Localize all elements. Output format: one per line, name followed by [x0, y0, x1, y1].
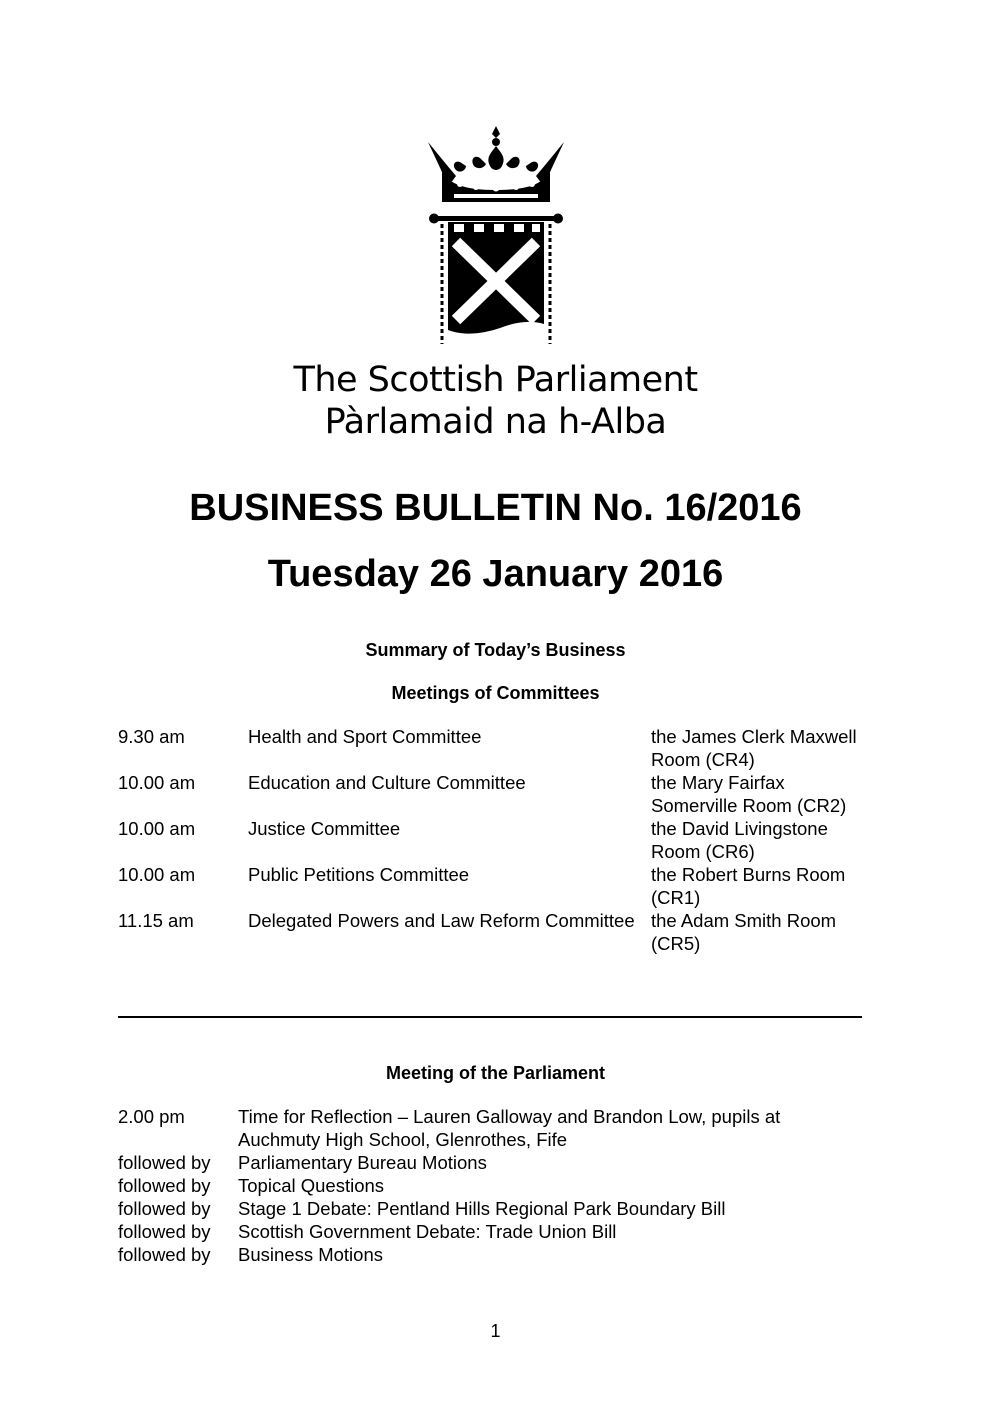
committee-time: 10.00 am — [118, 864, 196, 885]
committee-time: 11.15 am — [118, 910, 194, 931]
business-row — [118, 1105, 878, 1151]
business-time: followed by — [118, 1152, 211, 1173]
committee-name: Education and Culture Committee — [248, 772, 526, 793]
business-time: followed by — [118, 1221, 211, 1242]
business-time: followed by — [118, 1198, 211, 1219]
committee-time: 10.00 am — [118, 772, 196, 793]
committee-meetings-table — [118, 725, 878, 955]
business-row — [118, 1174, 878, 1197]
committee-name: Public Petitions Committee — [248, 864, 470, 885]
business-row — [118, 1151, 878, 1174]
committee-name: Justice Committee — [248, 818, 401, 839]
scottish-parliament-crest-icon — [420, 124, 572, 348]
committee-name: Delegated Powers and Law Reform Committee — [248, 910, 635, 931]
organisation-name-gaelic: Pàrlamaid na h-Alba — [324, 402, 667, 442]
committee-room: the Adam Smith Room (CR5) — [651, 910, 837, 954]
business-item: Scottish Government Debate: Trade Union Bill — [238, 1221, 617, 1242]
business-row — [118, 1220, 878, 1243]
committee-row — [118, 863, 878, 909]
committee-time: 9.30 am — [118, 726, 185, 747]
committee-row — [118, 909, 878, 955]
bulletin-date: Tuesday 26 January 2016 — [267, 553, 724, 595]
business-time: followed by — [118, 1175, 211, 1196]
committee-room: the David Livingstone Room (CR6) — [651, 818, 828, 862]
section-divider — [118, 1016, 862, 1018]
business-row — [118, 1243, 878, 1266]
business-row — [118, 1197, 878, 1220]
business-item: Parliamentary Bureau Motions — [238, 1152, 487, 1173]
business-time: followed by — [118, 1244, 211, 1265]
bulletin-title: BUSINESS BULLETIN No. 16/2016 — [189, 487, 802, 529]
business-time: 2.00 pm — [118, 1106, 185, 1127]
business-item: Topical Questions — [238, 1175, 385, 1196]
business-item: Business Motions — [238, 1244, 383, 1265]
parliament-heading: Meeting of the Parliament — [385, 1063, 606, 1083]
page-number: 1 — [490, 1321, 501, 1341]
business-item: Time for Reflection – Lauren Galloway and Brandon Low, pupils at Auchmuty High School, Glenrothes, Fife — [238, 1106, 781, 1150]
committee-row — [118, 817, 878, 863]
committee-name: Health and Sport Committee — [248, 726, 482, 747]
committee-room: the James Clerk Maxwell Room (CR4) — [651, 726, 857, 770]
organisation-name-english: The Scottish Parliament — [293, 360, 698, 400]
committee-room: the Robert Burns Room (CR1) — [651, 864, 846, 908]
committee-row — [118, 771, 878, 817]
summary-heading: Summary of Today’s Business — [365, 640, 626, 660]
business-item: Stage 1 Debate: Pentland Hills Regional Park Boundary Bill — [238, 1198, 726, 1219]
parliament-business-table — [118, 1105, 878, 1266]
committee-room: the Mary Fairfax Somerville Room (CR2) — [651, 772, 847, 816]
committee-time: 10.00 am — [118, 818, 196, 839]
committee-row — [118, 725, 878, 771]
committees-heading: Meetings of Committees — [391, 683, 600, 703]
